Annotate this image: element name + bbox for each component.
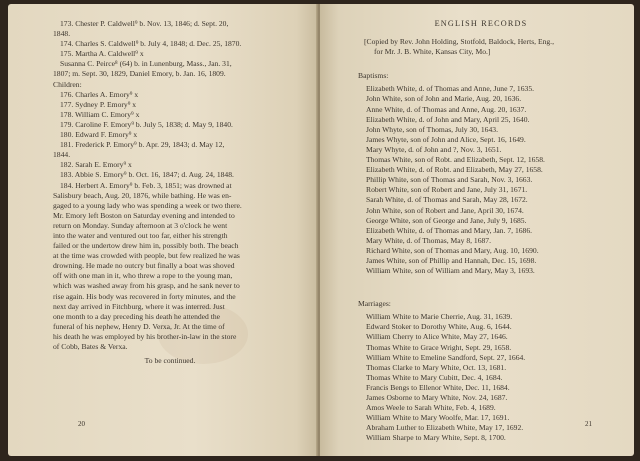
marriage-entry: Amos Weele to Sarah White, Feb. 4, 1689.	[366, 403, 496, 413]
baptism-entry: Phillip White, son of Thomas and Sarah, Nov. 3, 1663.	[366, 175, 533, 185]
text-line: 183. Abbie S. Emory⁹ b. Oct. 16, 1847; d. Aug. 24, 1848.	[60, 170, 234, 180]
marriage-entry: Thomas White to Mary Cubitt, Dec. 4, 1684.	[366, 372, 503, 382]
marriage-entry: Francis Bengs to Ellenor White, Dec. 11, 1684.	[366, 382, 510, 392]
text-line: rise again. His body was recovered in forty minutes, and the	[53, 291, 236, 301]
baptism-entry: Thomas White, son of Robt. and Elizabeth, Sept. 12, 1658.	[366, 155, 545, 165]
baptism-entry: John White, son of Robert and Jane, April 30, 1674.	[366, 205, 524, 215]
right-page	[320, 4, 634, 456]
text-line: 182. Sarah E. Emory⁹ x	[60, 160, 132, 170]
left-page-text	[50, 19, 290, 366]
baptisms-list	[358, 84, 604, 276]
baptism-entry: Elizabeth White, d. of John and Mary, April 25, 1640.	[366, 114, 530, 124]
right-page-number: 21	[585, 420, 592, 428]
marriages-heading: Marriages:	[358, 299, 391, 309]
marriage-entry: Thomas Clarke to Mary White, Oct. 13, 1681.	[366, 362, 507, 372]
marriage-entry: William White to Emeline Sandford, Sept. 27, 1664.	[366, 352, 526, 362]
text-line: 173. Chester P. Caldwell⁹ b. Nov. 13, 1846; d. Sept. 20,	[60, 19, 229, 28]
baptism-entry: Sarah White, d. of Thomas and Sarah, May 28, 1672.	[366, 195, 528, 205]
text-line: 179. Caroline F. Emory⁹ b. July 5, 1838; d. May 9, 1840.	[60, 119, 233, 129]
marriage-entry: James Osborne to Mary White, Nov. 24, 1687.	[366, 393, 508, 402]
baptism-entry: Mary Whyte, d. of John and ?, Nov. 3, 1651.	[366, 144, 502, 154]
baptism-entry: Elizabeth White, d. of Robt. and Elizabeth, May 27, 1658.	[366, 165, 543, 175]
text-line: 180. Edward F. Emory⁹ x	[60, 130, 138, 140]
baptism-entry: George White, son of George and Jane, July 9, 1685.	[366, 215, 527, 225]
text-line: Mr. Emory left Boston on Saturday evening and intended to	[53, 210, 235, 220]
text-line: funeral of his nephew, Henry D. Verxa, Jr. At the time of	[53, 321, 225, 331]
text-line: drowning. He made no outcry but finally a boat was shoved	[53, 261, 235, 271]
text-line: return on Monday. Sunday afternoon at 3 o'clock he went	[53, 220, 228, 230]
copied-note-line: for Mr. J. B. White, Kansas City, Mo.]	[374, 47, 491, 57]
text-line: 181. Frederick P. Emory⁹ b. Apr. 29, 1843; d. May 12,	[60, 140, 225, 150]
marriage-entry: William White to Marie Cherrie, Aug. 31, 1639.	[366, 312, 513, 322]
copied-note-line: [Copied by Rev. John Holding, Stotfold, Baldock, Herts, Eng.,	[364, 37, 554, 47]
baptism-entry: William White, son of William and Mary, May 3, 1693.	[366, 266, 535, 276]
baptism-entry: Elizabeth White, d. of Thomas and Mary, Jan. 7, 1686.	[366, 225, 533, 235]
baptism-entry: Elizabeth White, d. of Thomas and Anne, June 7, 1635.	[366, 84, 535, 94]
text-line: 175. Martha A. Caldwell⁹ x	[60, 49, 144, 59]
marriage-entry: William Cherry to Alice White, May 27, 1646.	[366, 332, 508, 342]
text-line: 1844.	[53, 150, 71, 160]
text-line: 174. Charles S. Caldwell⁹ b. July 4, 1848; d. Dec. 25, 1870.	[60, 39, 242, 49]
right-page-text	[358, 19, 604, 443]
baptism-entry: Robert White, son of Robert and Jane, July 31, 1671.	[366, 185, 528, 195]
marriage-entry: Thomas White to Grace Wright, Sept. 29, 1658.	[366, 342, 512, 352]
text-line: failed or the undertow drew him in, possibly both. The beach	[53, 241, 239, 251]
baptism-entry: Mary White, d. of Thomas, May 8, 1687.	[366, 235, 492, 245]
baptisms-heading: Baptisms:	[358, 71, 389, 81]
text-line: 1848.	[53, 29, 71, 39]
text-line: Children:	[53, 79, 82, 89]
left-page	[8, 4, 318, 456]
left-page-number: 20	[78, 420, 85, 428]
text-line: Salisbury beach, Aug. 20, 1876, while bathing. He was en-	[53, 190, 232, 200]
text-line: 177. Sydney P. Emory⁹ x	[60, 99, 137, 109]
copied-note	[364, 37, 604, 57]
baptism-entry: James White, son of Phillip and Hannah, Dec. 15, 1698.	[366, 255, 537, 265]
text-line: Susanna C. Peirce⁸ (64) b. in Lunenburg, Mass., Jan. 31,	[60, 59, 232, 69]
baptism-entry: John White, son of John and Marie, Aug. 20, 1636.	[366, 94, 522, 104]
page-title: ENGLISH RECORDS	[434, 19, 528, 28]
text-line: one month to a day preceding his death he attended the	[53, 311, 221, 321]
text-line: gaged to a young lady who was spending a week or two there.	[53, 200, 242, 210]
baptism-entry: James Whyte, son of John and Alice, Sept. 16, 1649.	[366, 134, 526, 144]
text-line: 176. Charles A. Emory⁹ x	[60, 89, 139, 99]
text-line: his death he was employed by his brother-in-law in the store	[53, 331, 237, 341]
marriage-entry: Abraham Luther to Elizabeth White, May 17, 1692.	[366, 423, 524, 433]
baptism-entry: John Whyte, son of Thomas, July 30, 1643.	[366, 124, 498, 134]
text-line: 184. Herbert A. Emory⁹ b. Feb. 3, 1851; was drowned at	[60, 180, 232, 190]
text-line: which was washed away from his grasp, and he sank never to	[53, 281, 240, 291]
baptism-entry: Richard White, son of Thomas and Mary, Aug. 10, 1690.	[366, 245, 539, 255]
marriage-entry: William Sharpe to Mary White, Sept. 8, 1700.	[366, 433, 506, 443]
text-line: of Cobb, Bates & Verxa.	[53, 342, 128, 351]
text-line: 178. William C. Emory⁹ x	[60, 109, 140, 119]
marriage-entry: Edward Stoker to Dorothy White, Aug. 6, 1644.	[366, 322, 512, 332]
to-be-continued: To be continued.	[144, 356, 196, 366]
text-line: at the time was crowded with people, but few realized he was	[53, 251, 240, 261]
baptism-entry: Anne White, d. of Thomas and Anne, Aug. 20, 1637.	[366, 104, 527, 114]
marriages-list	[358, 312, 604, 443]
marriage-entry: William White to Mary Woolfe, Mar. 17, 1691.	[366, 413, 510, 423]
text-line: into the water and ventured out too far, either his strength	[53, 230, 228, 240]
text-line: off with one man in it, who threw a rope to the young man,	[53, 271, 233, 281]
text-line: next day arrived in Fitchburg, where it was interred. Just	[53, 301, 225, 311]
text-line: 1807; m. Sept. 30, 1829, Daniel Emory, b. Jan. 16, 1809.	[53, 69, 226, 79]
